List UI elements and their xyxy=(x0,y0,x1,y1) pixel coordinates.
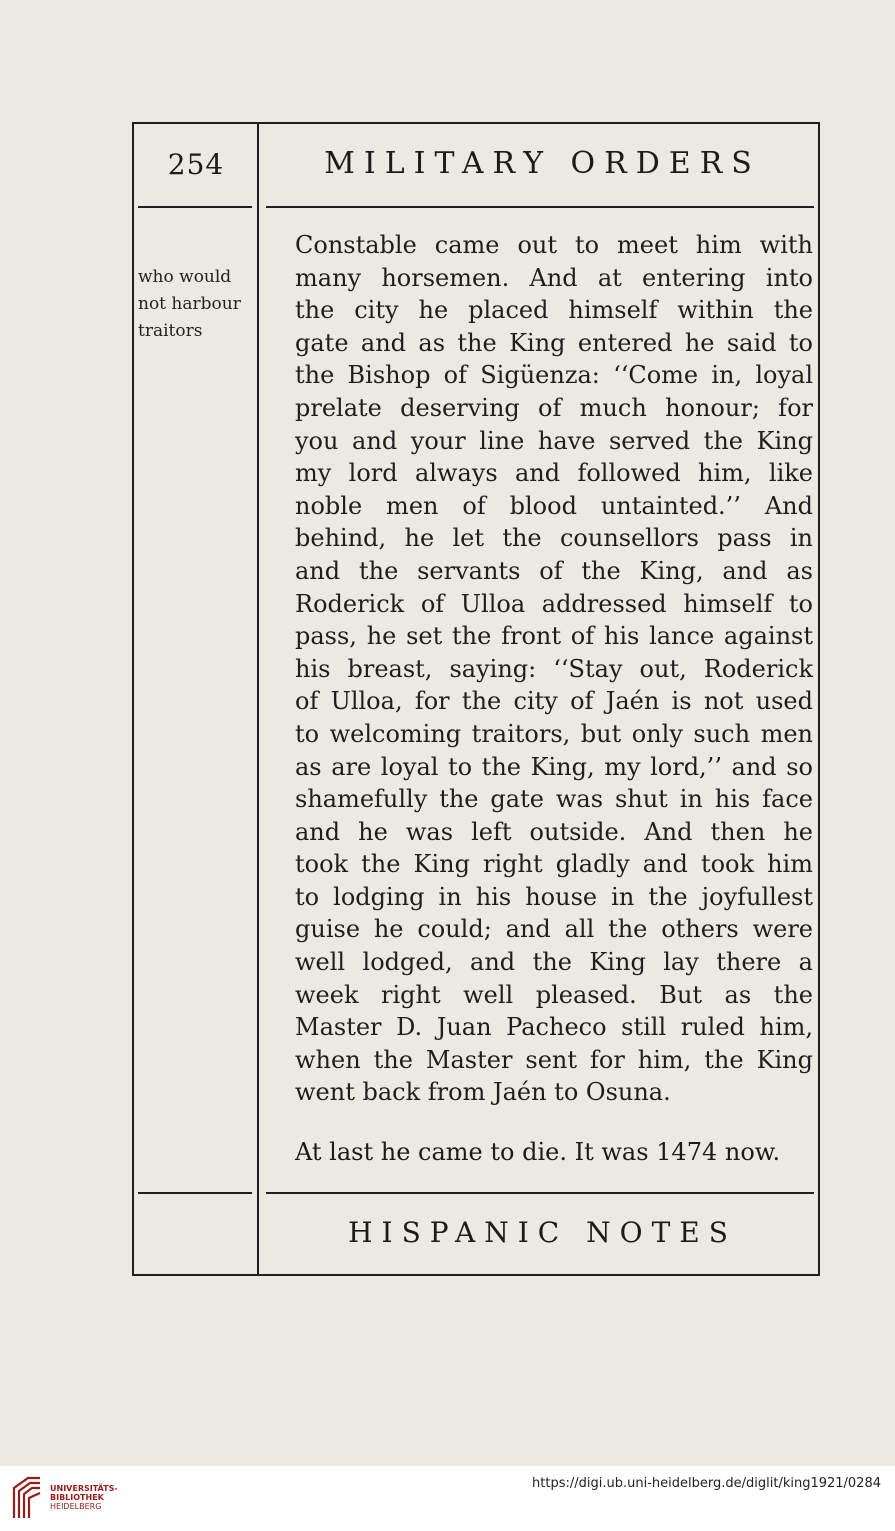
body-line: many horsemen. And at entering into xyxy=(295,263,813,292)
footer-rule-left xyxy=(138,1192,252,1194)
footer-title: HISPANIC NOTES xyxy=(348,1216,737,1249)
body-line: took the King right gladly and took him xyxy=(295,850,813,879)
body-line: the Bishop of Sigüenza: ‘‘Come in, loyal xyxy=(295,361,813,390)
body-line: my lord always and followed him, like xyxy=(295,459,813,488)
body-line: shamefully the gate was shut in his face xyxy=(295,785,813,814)
body-line: behind, he let the counsellors pass in xyxy=(295,524,813,553)
body-line: his breast, saying: ‘‘Stay out, Roderick xyxy=(295,654,813,683)
body-line: and he was left outside. And then he xyxy=(295,817,813,846)
library-name-line: UNIVERSITÄTS- xyxy=(50,1484,118,1493)
marginal-note-line: traitors xyxy=(138,321,203,341)
body-line: to lodging in his house in the joyfullest xyxy=(295,882,813,911)
body-line: you and your line have served the King xyxy=(295,426,813,455)
library-logo-icon xyxy=(10,1474,44,1522)
closing-line: At last he came to die. It was 1474 now. xyxy=(295,1138,781,1166)
library-name xyxy=(50,1484,118,1511)
body-line: week right well pleased. But as the xyxy=(295,980,813,1009)
body-line: well lodged, and the King lay there a xyxy=(295,948,813,977)
body-line: the city he placed himself within the xyxy=(295,296,813,325)
page-number: 254 xyxy=(167,148,225,181)
body-line: went back from Jaén to Osuna. xyxy=(295,1078,671,1107)
body-line: gate and as the King entered he said to xyxy=(295,328,813,357)
running-head: MILITARY ORDERS xyxy=(324,146,761,181)
body-line: pass, he set the front of his lance against xyxy=(295,622,813,651)
body-line: Roderick of Ulloa addressed himself to xyxy=(295,589,813,618)
marginal-note-line: not harbour xyxy=(138,294,241,314)
library-name-line: HEIDELBERG xyxy=(50,1502,102,1511)
header-rule-left xyxy=(138,206,252,208)
body-line: guise he could; and all the others were xyxy=(295,915,813,944)
library-name-line: BIBLIOTHEK xyxy=(50,1493,104,1502)
footer-rule-right xyxy=(266,1192,814,1194)
body-line: prelate deserving of much honour; for xyxy=(295,393,813,422)
body-line: to welcoming traitors, but only such men xyxy=(295,719,813,748)
body-line: as are loyal to the King, my lord,’’ and so xyxy=(295,752,813,781)
body-text xyxy=(295,229,813,1109)
body-line: noble men of blood untainted.’’ And xyxy=(295,491,813,520)
marginal-note xyxy=(138,264,258,345)
body-line: Constable came out to meet him with xyxy=(295,231,813,259)
marginal-note-line: who would xyxy=(138,267,232,287)
body-line: and the servants of the King, and as xyxy=(295,556,813,585)
body-line: of Ulloa, for the city of Jaén is not used xyxy=(295,687,813,716)
body-line: Master D. Juan Pacheco still ruled him, xyxy=(295,1013,813,1042)
header-rule-right xyxy=(266,206,814,208)
body-line: when the Master sent for him, the King xyxy=(295,1045,813,1074)
source-url-link[interactable]: https://digi.ub.uni-heidelberg.de/diglit/king1921/0284 xyxy=(532,1476,881,1491)
